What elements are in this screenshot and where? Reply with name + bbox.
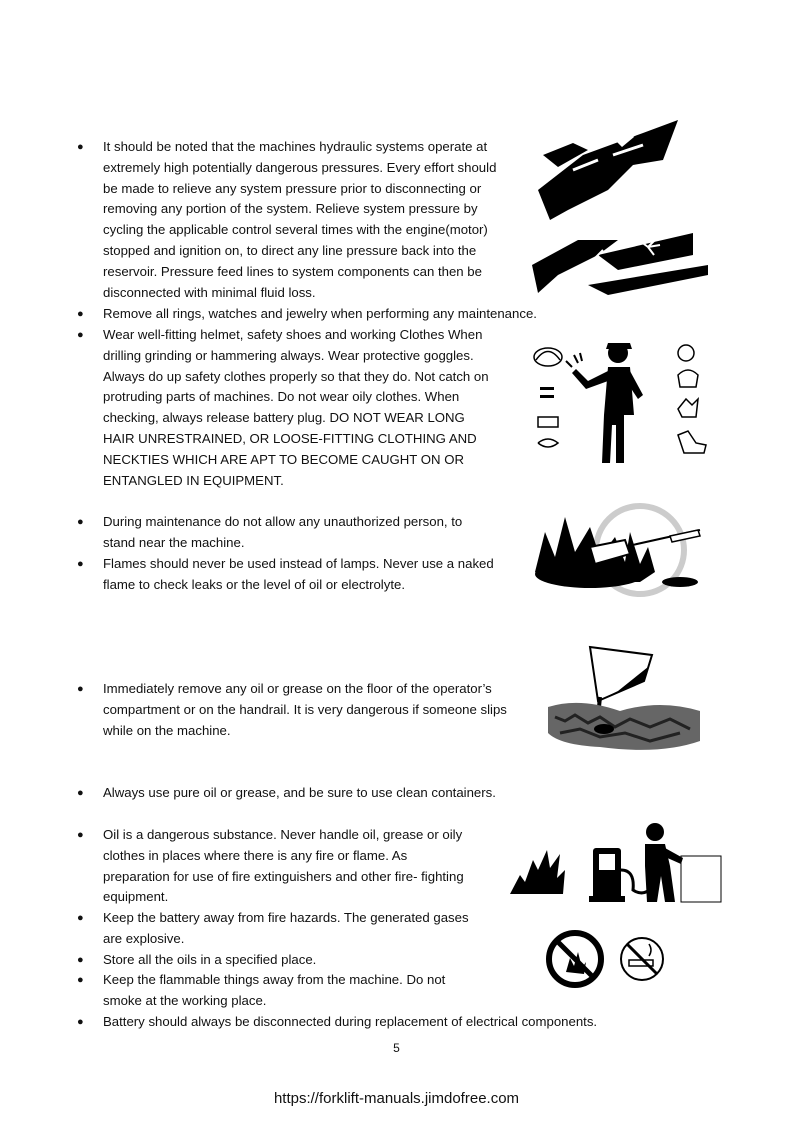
bullet-dot: ● (77, 954, 84, 966)
naked-flame-hazard-illustration (530, 502, 716, 598)
hydraulic-pressure-illustration (528, 115, 713, 300)
bullet-text: Keep the battery away from fire hazards. The generated gases are explosive. (103, 910, 469, 946)
page-number: 5 (393, 1041, 400, 1055)
bullet-text: It should be noted that the machines hydraulic systems operate at extremely high potentially dangerous pressures. Every effort should be made to relieve any system pressure prior to disconnecting or removing any portion of the system. Relieve system pressure by cycling the applicable control several times with the engine(motor) stopped and ignition on, to direct any line pressure back into the reservoir. Pressure feed lines to system components can then be disconnected with minimal fluid loss. (103, 139, 497, 300)
oil-spill-illustration (540, 637, 708, 759)
bullet-text: Always use pure oil or grease, and be sure to use clean containers. (103, 785, 496, 800)
bullet-text: Flames should never be used instead of lamps. Never use a naked flame to check leaks or the level of oil or electrolyte. (103, 556, 494, 592)
bullet-dot: ● (77, 829, 84, 841)
bullet-text: Remove all rings, watches and jewelry when performing any maintenance. (103, 306, 537, 321)
bullet-dot: ● (77, 516, 84, 528)
bullet-dot: ● (77, 912, 84, 924)
bullet-text: Keep the flammable things away from the machine. Do not smoke at the working place. (103, 972, 446, 1008)
no-smoking-sign-icon (617, 934, 667, 984)
bullet-dot: ● (77, 683, 84, 695)
fuel-fire-hazard-illustration (505, 820, 725, 905)
bullet-dot: ● (77, 974, 84, 986)
protective-equipment-illustration (528, 335, 713, 470)
bullet-text: Wear well-fitting helmet, safety shoes and working Clothes When drilling grinding or hammering always. Wear protective goggles. Always do up safety clothes properly so that they do. Not catch on protruding parts of machines. Do not wear oily clothes. When checking, always release battery plug. DO NOT WEAR LONG HAIR UNRESTRAINED, OR LOOSE-FITTING CLOTHING AND NECKTIES WHICH ARE APT TO BECOME CAUGHT ON OR ENTANGLED IN EQUIPMENT. (103, 327, 489, 488)
bullet-text: Store all the oils in a specified place. (103, 952, 317, 967)
bullet-dot: ● (77, 787, 84, 799)
bullet-dot: ● (77, 141, 84, 153)
footer-url[interactable]: https://forklift-manuals.jimdofree.com (273, 1090, 520, 1107)
bullet-text: During maintenance do not allow any unauthorized person, to stand near the machine. (103, 514, 463, 550)
bullet-text: Immediately remove any oil or grease on the floor of the operator’s compartment or on the handrail. It is very dangerous if someone slips while on the machine. (103, 681, 507, 738)
bullet-text: Battery should always be disconnected during replacement of electrical components. (103, 1014, 598, 1029)
no-open-flame-sign-icon (544, 928, 606, 990)
bullet-text: Oil is a dangerous substance. Never handle oil, grease or oily clothes in places where there is any fire or flame. As preparation for use of fire extinguishers and other fire- fighting equipment. (103, 827, 464, 905)
bullet-dot: ● (77, 558, 84, 570)
bullet-dot: ● (77, 329, 84, 341)
bullet-dot: ● (77, 308, 84, 320)
bullet-dot: ● (77, 1016, 84, 1028)
